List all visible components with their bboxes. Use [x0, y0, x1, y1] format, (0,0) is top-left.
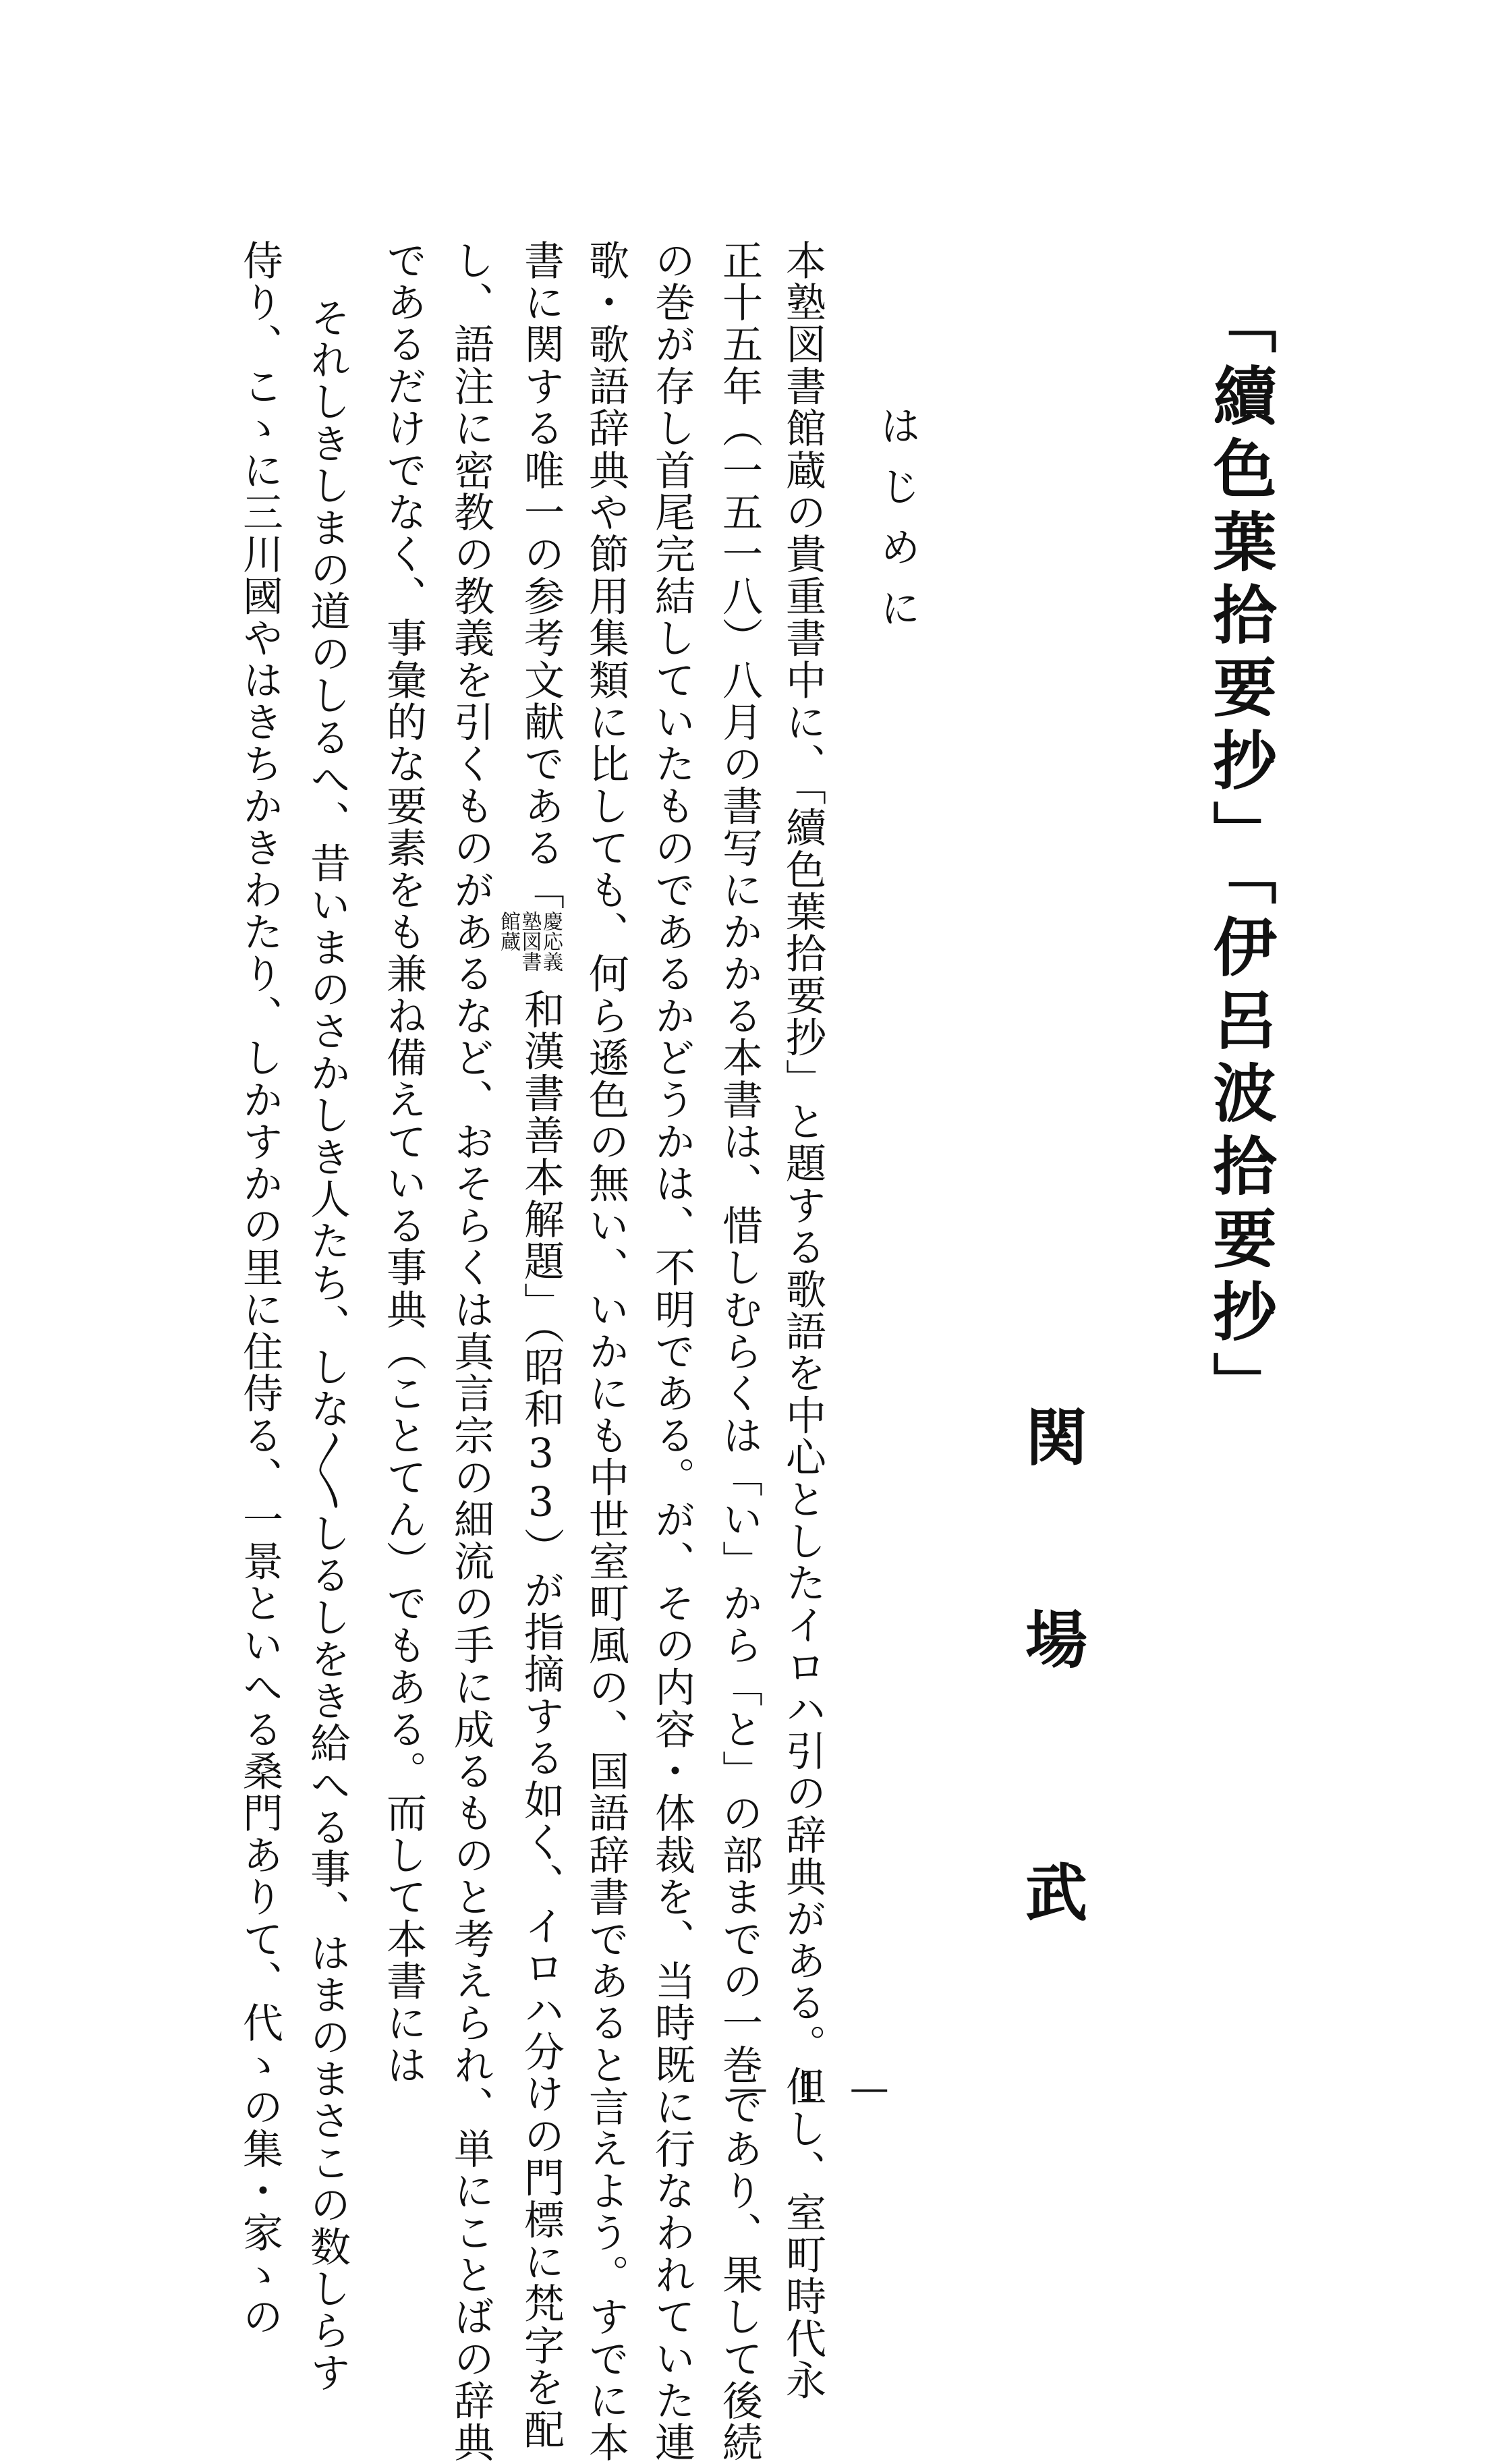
body-text-line: それしきしまの道のしるへ、昔いまのさかしき人たち、しな〳〵しるしをき給へる事、はまのまさこの数しらす: [304, 297, 351, 2394]
body-text-line: 侍り、こゝに三川國やはきちかきわたり、しかすかの里に住侍る、一景といへる桑門ありて、代ゝの集・家ゝの: [236, 240, 283, 2338]
body-text-line: し、語注に密教の教義を引くものがあるなど、おそらくは真言宗の細流の手に成るものと考えられ、単にことばの辞典: [447, 240, 494, 2464]
author-name-char: 関: [1025, 1401, 1088, 1474]
body-text-line: であるだけでなく、事彙的な要素をも兼ね備えている事典（ことてん）でもある。而して本書には: [380, 240, 427, 2086]
body-text-segment: 書に関する唯一の参考文献である: [517, 240, 565, 869]
body-text-line: 歌・歌語辞典や節用集類に比しても、何ら遜色の無い、いかにも中世室町風の、国語辞書であると言えよう。すでに本: [582, 240, 629, 2464]
body-text-segment: 和漢書善本解題」（昭和33）が指摘する如く、イロハ分けの門標に梵字を配: [517, 988, 565, 2451]
body-text-line: [496, 240, 565, 2451]
inline-annotation: 慶応義塾図書館蔵: [496, 911, 563, 972]
body-text-line: の巻が存し首尾完結していたものであるかどうかは、不明である。が、その内容・体裁を、当時既に行なわれていた連: [648, 240, 695, 2464]
section-heading: はじめに: [874, 405, 921, 648]
body-text-line: 正十五年（一五一八）八月の書写にかかる本書は、惜しむらくは「い」から「と」の部までの一巻であり、果して後続: [716, 240, 763, 2464]
author-name-char: 武: [1025, 1857, 1088, 1930]
body-text-line: 本塾図書館蔵の貴重書中に、「續色葉拾要抄」と題する歌語を中心としたイロハ引の辞典がある。但し、室町時代永: [779, 240, 826, 2402]
author-name-char: 場: [1025, 1604, 1088, 1677]
body-text-segment: 「: [517, 869, 565, 912]
page-number: — 1 —: [729, 2065, 897, 2110]
article-title: 「續色葉拾要抄」「伊呂波拾要抄」: [1202, 290, 1276, 1424]
